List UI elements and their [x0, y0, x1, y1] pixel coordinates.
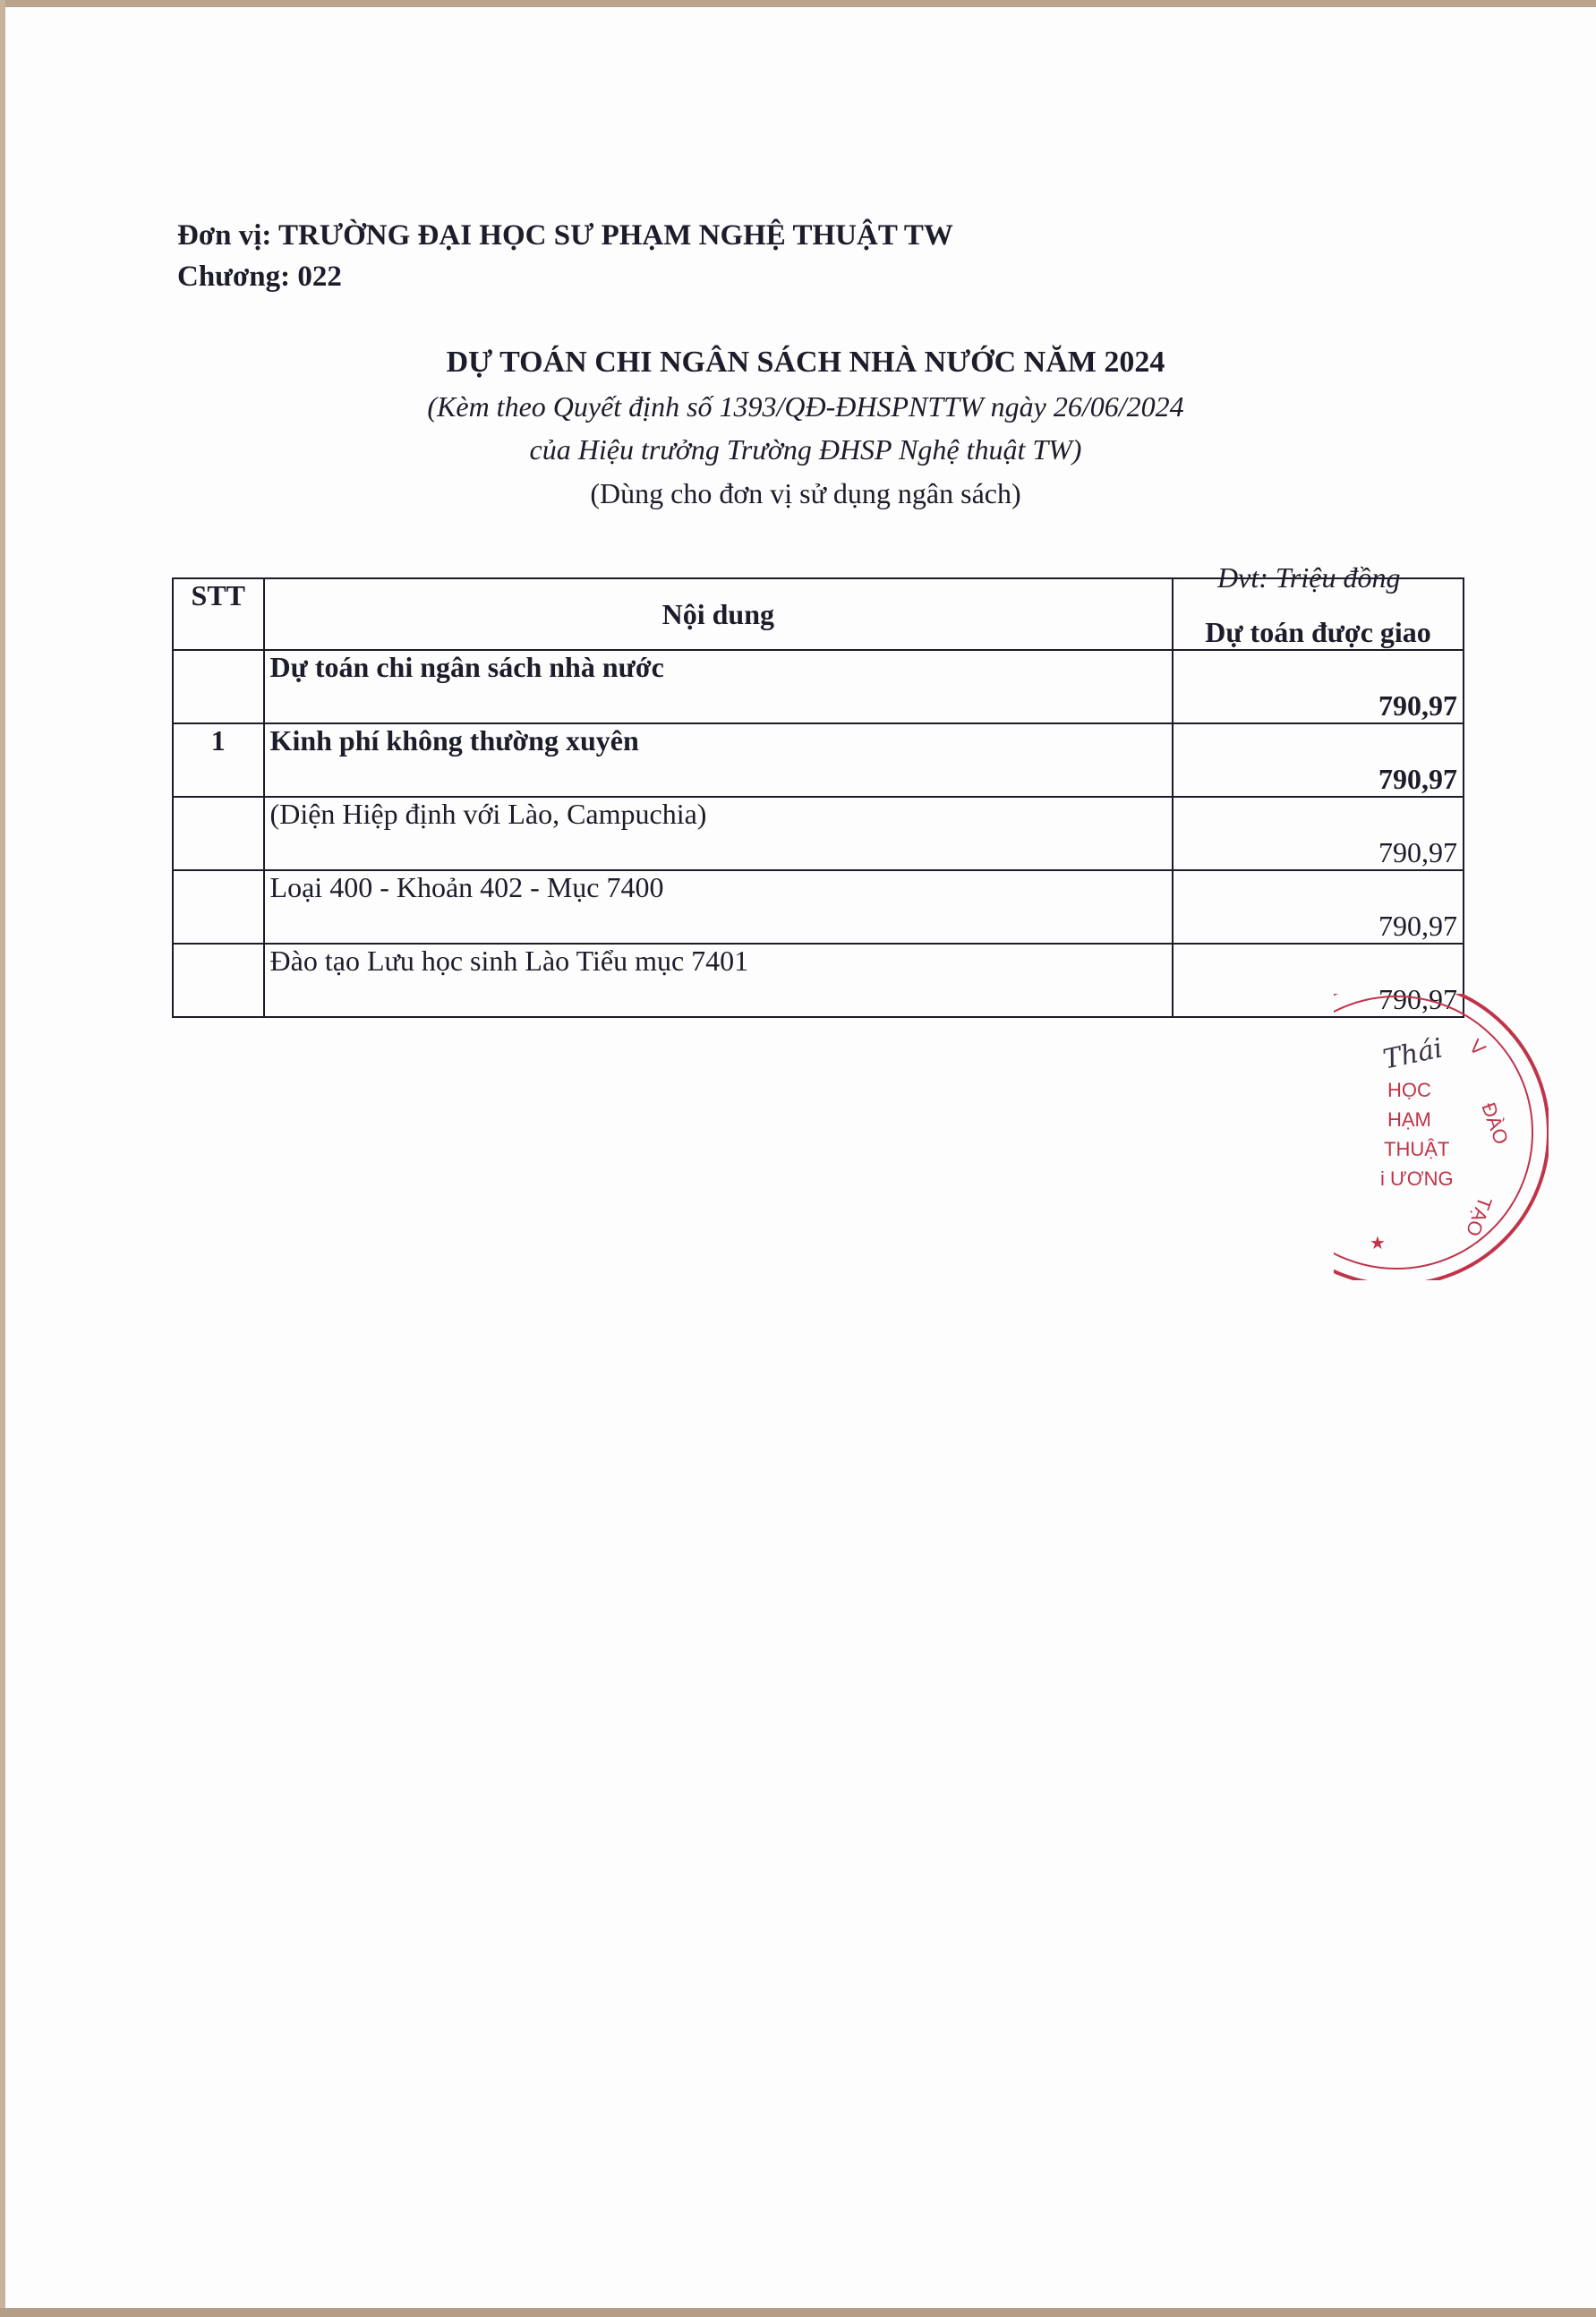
row-stt: 1	[173, 723, 264, 797]
stamp-seal-icon	[1334, 994, 1549, 1280]
table-row	[173, 870, 1464, 944]
table-row	[173, 723, 1464, 797]
stamp-ring-text: V	[1464, 1034, 1490, 1060]
table-row	[173, 797, 1464, 870]
stamp-inner-line: HẠM	[1387, 1108, 1431, 1131]
header-stt: STT	[173, 578, 264, 650]
stamp-inner-line: HỌC	[1387, 1079, 1431, 1101]
row-content: Loại 400 - Khoản 402 - Mục 7400	[264, 870, 1173, 944]
table-row	[173, 650, 1464, 723]
paper-edge	[0, 0, 1596, 7]
row-value: 790,97	[1173, 723, 1464, 797]
header-content: Nội dung	[264, 578, 1173, 650]
signature: Thái	[1380, 1032, 1446, 1076]
unit-line: Đơn vị: TRƯỜNG ĐẠI HỌC SƯ PHẠM NGHỆ THUẬT TW	[177, 219, 953, 252]
row-stt	[173, 870, 264, 944]
document-title: DỰ TOÁN CHI NGÂN SÁCH NHÀ NƯỚC NĂM 2024	[446, 346, 1165, 379]
title-block	[358, 340, 1253, 516]
table-header-row	[173, 578, 1464, 650]
official-stamp	[1334, 994, 1549, 1280]
paper-edge	[0, 2308, 1596, 2317]
row-content: Đào tạo Lưu học sinh Lào Tiểu mục 7401	[264, 944, 1173, 1017]
row-stt	[173, 944, 264, 1017]
stamp-inner-line: THUẬT	[1384, 1138, 1450, 1160]
row-content: (Diện Hiệp định với Lào, Campuchia)	[264, 797, 1173, 870]
row-stt	[173, 650, 264, 723]
document-subtitle-2: của Hiệu trưởng Trường ĐHSP Nghệ thuật TW)	[529, 433, 1082, 466]
unit-label: Đvt: Triệu đồng	[1217, 561, 1401, 594]
stamp-star-icon: ★	[1370, 1234, 1386, 1253]
header-block	[177, 215, 953, 297]
budget-table	[172, 577, 1464, 1018]
document-subtitle-1: (Kèm theo Quyết định số 1393/QĐ-ĐHSPNTTW ngày 26/06/2024	[427, 390, 1184, 423]
row-stt	[173, 797, 264, 870]
row-value: 790,97	[1173, 650, 1464, 723]
table-row	[173, 944, 1464, 1017]
stamp-ring-text: ĐÀO	[1477, 1099, 1514, 1148]
chapter-line: Chương: 022	[177, 261, 342, 293]
document-note: (Dùng cho đơn vị sử dụng ngân sách)	[590, 477, 1021, 509]
row-content: Kinh phí không thường xuyên	[264, 723, 1173, 797]
stamp-inner-line: i ƯƠNG	[1380, 1167, 1454, 1190]
row-content: Dự toán chi ngân sách nhà nước	[264, 650, 1173, 723]
row-value: 790,97	[1173, 797, 1464, 870]
paper-edge	[0, 0, 5, 2317]
stamp-ring-text: TẠO	[1461, 1193, 1497, 1240]
header-value: Dự toán được giao	[1173, 578, 1464, 650]
row-value: 790,97	[1173, 870, 1464, 944]
row-value: 790,97	[1173, 944, 1464, 1017]
